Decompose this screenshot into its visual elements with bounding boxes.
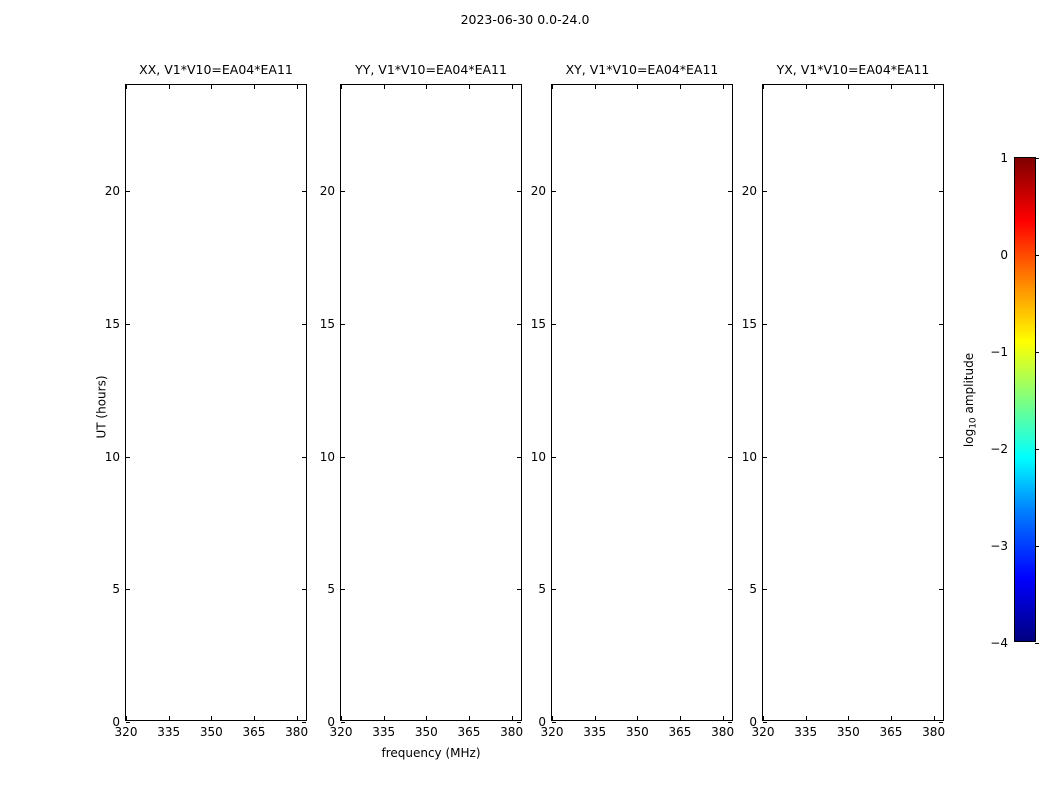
axes-area-xx[interactable]	[104, 84, 309, 739]
colorbar-tick-label: −3	[990, 539, 1008, 553]
plot-panel-yx[interactable]	[741, 62, 946, 739]
y-tick-mark	[341, 722, 345, 723]
x-tick-mark	[512, 716, 513, 720]
colorbar-label-prefix: log	[962, 428, 976, 448]
x-tick-mark-top	[723, 85, 724, 89]
figure-suptitle: 2023-06-30 0.0-24.0	[460, 12, 590, 27]
y-tick-mark-right	[302, 191, 306, 192]
y-tick-mark-right	[939, 457, 943, 458]
y-tick-mark	[763, 722, 767, 723]
x-tick-label: 320	[114, 725, 138, 739]
y-tick-label: 0	[749, 715, 757, 729]
colorbar-tick-label: −1	[990, 345, 1008, 359]
colorbar-tick-mark	[1035, 255, 1039, 256]
y-tick-label: 15	[104, 316, 120, 331]
y-axis-label: UT (hours)	[94, 375, 109, 439]
x-tick-mark-top	[552, 85, 553, 89]
y-tick-label: 0	[112, 715, 120, 729]
y-tick-label: 15	[741, 316, 757, 331]
y-tick-mark	[126, 589, 130, 590]
y-tick-mark-right	[517, 722, 521, 723]
x-tick-mark-top	[126, 85, 127, 89]
x-tick-mark	[341, 716, 342, 720]
x-tick-mark	[169, 716, 170, 720]
panel-title-xy: XY, V1*V10=EA04*EA11	[565, 62, 719, 77]
x-tick-mark-top	[297, 85, 298, 89]
y-tick-label: 15	[319, 316, 335, 331]
y-tick-label: 5	[327, 582, 335, 597]
panel-title-xx: XX, V1*V10=EA04*EA11	[139, 62, 293, 77]
y-tick-mark	[126, 324, 130, 325]
axes-area-yx[interactable]	[741, 84, 946, 739]
axes-area-yy[interactable]	[319, 84, 524, 739]
x-tick-label: 380	[711, 725, 735, 739]
y-tick-mark-right	[728, 722, 732, 723]
y-tick-mark	[552, 589, 556, 590]
x-tick-mark-top	[637, 85, 638, 89]
colorbar-tick-label: −2	[990, 442, 1008, 456]
plot-panel-xx[interactable]	[104, 62, 309, 739]
x-tick-mark	[426, 716, 427, 720]
x-tick-mark	[469, 716, 470, 720]
y-tick-label: 15	[530, 316, 546, 331]
x-tick-label: 350	[625, 725, 649, 739]
x-tick-mark	[637, 716, 638, 720]
x-tick-mark-top	[469, 85, 470, 89]
x-tick-label: 320	[540, 725, 564, 739]
x-tick-mark-top	[934, 85, 935, 89]
x-tick-label: 335	[157, 725, 181, 739]
x-tick-label: 335	[583, 725, 607, 739]
x-tick-mark-top	[169, 85, 170, 89]
y-tick-label: 20	[741, 184, 757, 199]
y-tick-mark	[552, 722, 556, 723]
x-tick-label: 350	[199, 725, 223, 739]
y-tick-mark-right	[728, 324, 732, 325]
y-tick-label: 10	[741, 449, 757, 464]
y-tick-mark	[341, 191, 345, 192]
x-tick-mark	[595, 716, 596, 720]
y-tick-mark-right	[517, 324, 521, 325]
colorbar-label-suffix: amplitude	[962, 352, 976, 418]
x-tick-mark-top	[254, 85, 255, 89]
y-tick-mark-right	[302, 589, 306, 590]
x-tick-mark-top	[891, 85, 892, 89]
y-tick-mark	[126, 457, 130, 458]
y-tick-label: 10	[530, 449, 546, 464]
colorbar-tick-mark	[1035, 158, 1039, 159]
y-tick-label: 5	[112, 582, 120, 597]
y-tick-mark-right	[302, 457, 306, 458]
y-tick-mark	[341, 457, 345, 458]
x-tick-mark	[297, 716, 298, 720]
y-tick-mark	[763, 589, 767, 590]
x-tick-mark-top	[763, 85, 764, 89]
colorbar[interactable]	[990, 151, 1036, 650]
colorbar-tick-label: 0	[1000, 248, 1008, 262]
x-tick-label: 350	[836, 725, 860, 739]
y-tick-mark	[763, 324, 767, 325]
x-tick-mark	[934, 716, 935, 720]
x-tick-mark-top	[848, 85, 849, 89]
y-tick-mark	[763, 191, 767, 192]
y-tick-label: 10	[319, 449, 335, 464]
y-tick-mark-right	[939, 324, 943, 325]
y-tick-label: 20	[104, 184, 120, 199]
colorbar-tick-label: −4	[990, 636, 1008, 650]
x-tick-label: 335	[794, 725, 818, 739]
y-tick-mark	[552, 457, 556, 458]
x-tick-mark	[126, 716, 127, 720]
x-tick-label: 335	[372, 725, 396, 739]
y-tick-mark	[552, 324, 556, 325]
y-tick-mark-right	[728, 191, 732, 192]
colorbar-tick-label: 1	[1000, 151, 1008, 165]
x-tick-mark-top	[512, 85, 513, 89]
y-tick-mark	[126, 191, 130, 192]
y-tick-mark-right	[939, 589, 943, 590]
x-tick-label: 365	[879, 725, 903, 739]
x-tick-mark	[848, 716, 849, 720]
y-tick-mark-right	[728, 457, 732, 458]
y-tick-label: 20	[319, 184, 335, 199]
x-tick-label: 365	[668, 725, 692, 739]
x-tick-mark-top	[426, 85, 427, 89]
x-tick-label: 380	[285, 725, 309, 739]
y-tick-mark-right	[939, 722, 943, 723]
x-tick-mark	[806, 716, 807, 720]
x-tick-mark-top	[341, 85, 342, 89]
plot-panel-xy[interactable]	[530, 62, 735, 739]
axes-area-xy[interactable]	[530, 84, 735, 739]
colorbar-label	[962, 353, 978, 447]
y-tick-mark	[552, 191, 556, 192]
x-tick-mark	[254, 716, 255, 720]
colorbar-tick-mark	[1035, 546, 1039, 547]
y-tick-label: 0	[327, 715, 335, 729]
y-tick-label: 20	[530, 184, 546, 199]
y-tick-mark	[341, 324, 345, 325]
x-tick-mark-top	[806, 85, 807, 89]
x-axis-label: frequency (MHz)	[381, 746, 481, 760]
x-tick-label: 320	[329, 725, 353, 739]
x-tick-mark-top	[595, 85, 596, 89]
x-tick-mark-top	[211, 85, 212, 89]
x-tick-mark	[211, 716, 212, 720]
colorbar-tick-mark	[1035, 449, 1039, 450]
y-tick-mark-right	[517, 589, 521, 590]
x-tick-mark	[384, 716, 385, 720]
y-tick-mark-right	[728, 589, 732, 590]
colorbar-label-subscript: 10	[968, 417, 979, 429]
x-tick-label: 365	[242, 725, 266, 739]
y-tick-label: 10	[104, 449, 120, 464]
colorbar-tick-mark	[1035, 643, 1039, 644]
y-tick-mark-right	[302, 722, 306, 723]
y-tick-mark-right	[302, 324, 306, 325]
x-tick-mark	[680, 716, 681, 720]
y-tick-mark-right	[517, 191, 521, 192]
x-tick-label: 350	[414, 725, 438, 739]
x-tick-label: 380	[922, 725, 946, 739]
x-tick-mark	[723, 716, 724, 720]
x-tick-mark	[552, 716, 553, 720]
plot-panel-yy[interactable]	[319, 62, 524, 739]
y-tick-mark	[126, 722, 130, 723]
y-tick-label: 5	[538, 582, 546, 597]
x-tick-mark	[891, 716, 892, 720]
x-tick-mark	[763, 716, 764, 720]
panel-title-yy: YY, V1*V10=EA04*EA11	[355, 62, 507, 77]
y-tick-mark-right	[939, 191, 943, 192]
colorbar-tick-mark	[1035, 352, 1039, 353]
y-tick-mark-right	[517, 457, 521, 458]
y-tick-mark	[341, 589, 345, 590]
y-tick-label: 5	[749, 582, 757, 597]
y-tick-mark	[763, 457, 767, 458]
x-tick-label: 380	[500, 725, 524, 739]
x-tick-mark-top	[384, 85, 385, 89]
panel-title-yx: YX, V1*V10=EA04*EA11	[776, 62, 930, 77]
x-tick-label: 320	[751, 725, 775, 739]
x-tick-mark-top	[680, 85, 681, 89]
x-tick-label: 365	[457, 725, 481, 739]
y-tick-label: 0	[538, 715, 546, 729]
